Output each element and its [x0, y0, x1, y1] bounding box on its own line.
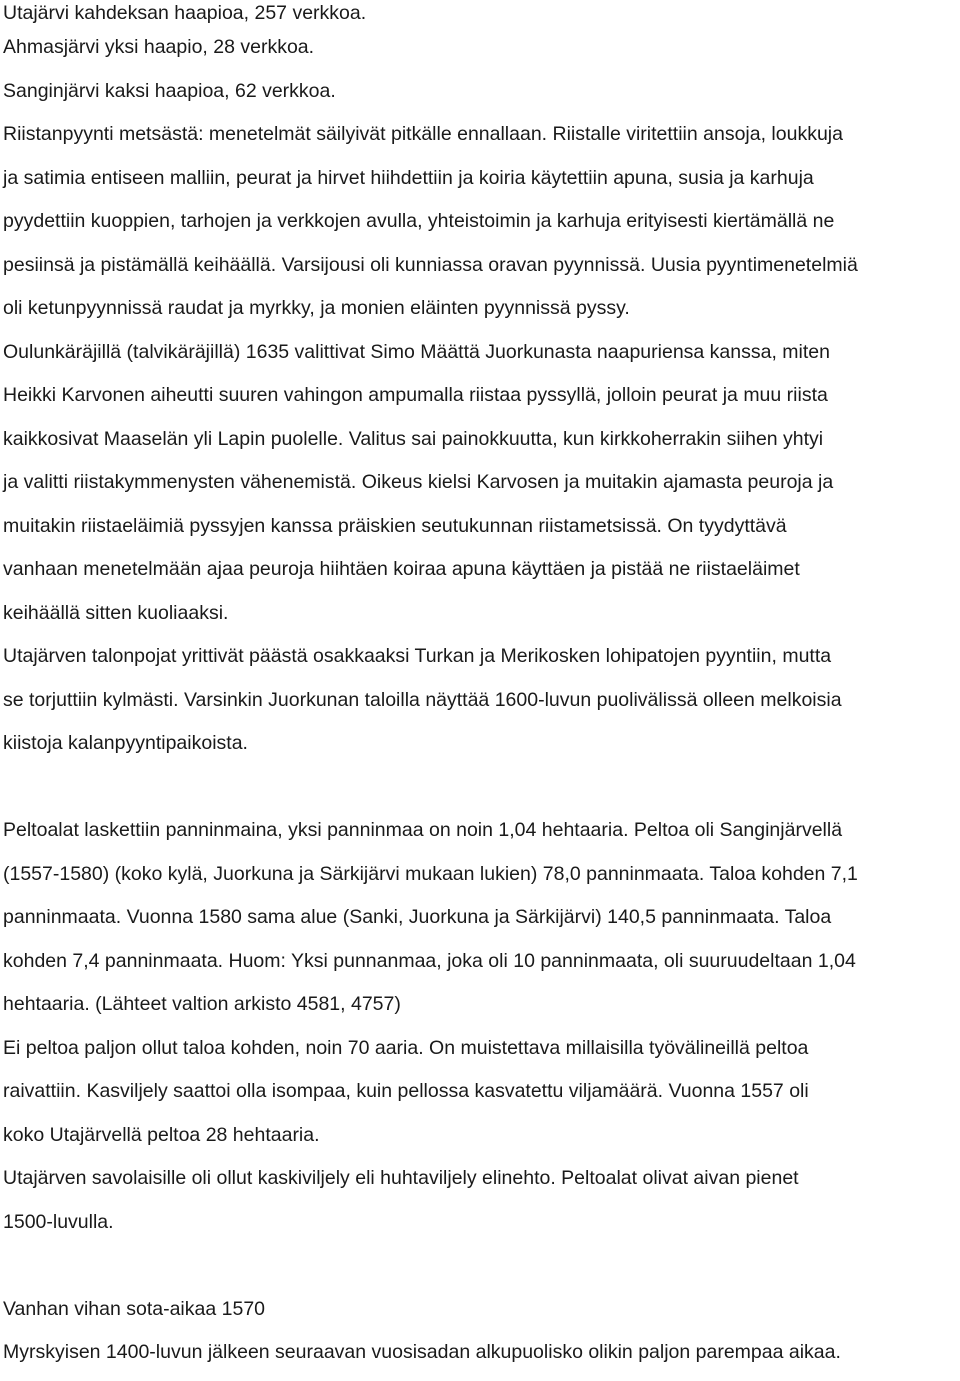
blank-line-2 — [3, 1244, 959, 1288]
text-line-11: kaikkosivat Maaselän yli Lapin puolelle. Valitus sai painokkuutta, kun kirkkoherrakin siihen yhtyi — [3, 427, 824, 450]
text-line-19: Peltoalat laskettiin panninmaina, yksi panninmaa on noin 1,04 hehtaaria. Peltoa oli Sanginjärvellä — [3, 819, 843, 841]
text-line-12: ja valitti riistakymmenysten vähenemistä. Oikeus kielsi Karvosen ja muitakin ajamasta peuroja ja — [3, 471, 834, 493]
text-line-13: muitakin riistaeläimiä pyssyjen kanssa präiskien seutukunnan riistametsissä. On tyydyttävä — [3, 514, 787, 537]
text-line-4: Riistanpyynti metsästä: menetelmät säilyivät pitkälle ennallaan. Riistalle viritettiin ansoja, loukkuja — [3, 123, 843, 145]
document-page — [3, 0, 959, 1375]
blank-line-1 — [3, 766, 959, 810]
text-line-2: Ahmasjärvi yksi haapio, 28 verkkoa. — [3, 36, 315, 58]
text-line-22: kohden 7,4 panninmaata. Huom: Yksi punnanmaa, joka oli 10 panninmaata, oli suuruudeltaan 1,04 — [3, 949, 856, 972]
text-line-1: Utajärvi kahdeksan haapioa, 257 verkkoa. — [3, 2, 367, 24]
text-line-7: pesiinsä ja pistämällä keihäällä. Varsijousi oli kunniassa oravan pyynnissä. Uusia pyyntimenetelmiä — [3, 253, 858, 276]
text-line-26: koko Utajärvellä peltoa 28 hehtaaria. — [3, 1123, 320, 1146]
text-line-30: Myrskyisen 1400-luvun jälkeen seuraavan vuosisadan alkupuolisko olikin paljon parempaa aikaa. — [3, 1341, 841, 1363]
text-line-5: ja satimia entiseen malliin, peurat ja hirvet hiihdettiin ja koiria käytettiin apuna, susia ja karhuja — [3, 166, 814, 189]
text-line-6: pyydettiin kuoppien, tarhojen ja verkkojen avulla, yhteistoimin ja karhuja erityisesti kiertämällä ne — [3, 210, 835, 232]
text-line-16: Utajärven talonpojat yrittivät päästä osakkaaksi Turkan ja Merikosken lohipatojen pyyntiin, mutta — [3, 645, 832, 667]
text-line-23: hehtaaria. (Lähteet valtion arkisto 4581, 4757) — [3, 993, 401, 1015]
text-line-24: Ei peltoa paljon ollut taloa kohden, noin 70 aaria. On muistettava millaisilla työvälineillä peltoa — [3, 1036, 809, 1059]
text-line-28: 1500-luvulla. — [3, 1210, 114, 1233]
text-line-14: vanhaan menetelmään ajaa peuroja hiihtäen koiraa apuna käyttäen ja pistää ne riistaeläimet — [3, 558, 800, 580]
section-heading: Vanhan vihan sota-aikaa 1570 — [3, 1297, 266, 1320]
text-line-18: kiistoja kalanpyyntipaikoista. — [3, 732, 248, 754]
text-line-17: se torjuttiin kylmästi. Varsinkin Juorkunan taloilla näyttää 1600-luvun puolivälissä olleen melkoisia — [3, 688, 842, 711]
text-line-25: raivattiin. Kasviljely saattoi olla isompaa, kuin pellossa kasvatettu viljamäärä. Vuonna 1557 oli — [3, 1080, 809, 1102]
text-line-3: Sanginjärvi kaksi haapioa, 62 verkkoa. — [3, 79, 336, 102]
text-line-9: Oulunkäräjillä (talvikäräjillä) 1635 valittivat Simo Määttä Juorkunasta naapuriensa kanssa, miten — [3, 340, 830, 363]
text-line-20: (1557-1580) (koko kylä, Juorkuna ja Särkijärvi mukaan lukien) 78,0 panninmaata. Taloa kohden 7,1 — [3, 862, 858, 885]
text-line-27: Utajärven savolaisille oli ollut kaskiviljely eli huhtaviljely elinehto. Peltoalat olivat aivan pienet — [3, 1167, 799, 1189]
text-line-8: oli ketunpyynnissä raudat ja myrkky, ja monien eläinten pyynnissä pyssy. — [3, 297, 630, 319]
text-line-15: keihäällä sitten kuoliaaksi. — [3, 601, 229, 624]
text-line-21: panninmaata. Vuonna 1580 sama alue (Sanki, Juorkuna ja Särkijärvi) 140,5 panninmaata. Taloa — [3, 906, 832, 928]
text-line-10: Heikki Karvonen aiheutti suuren vahingon ampumalla riistaa pyssyllä, jolloin peurat ja muu riista — [3, 384, 828, 406]
